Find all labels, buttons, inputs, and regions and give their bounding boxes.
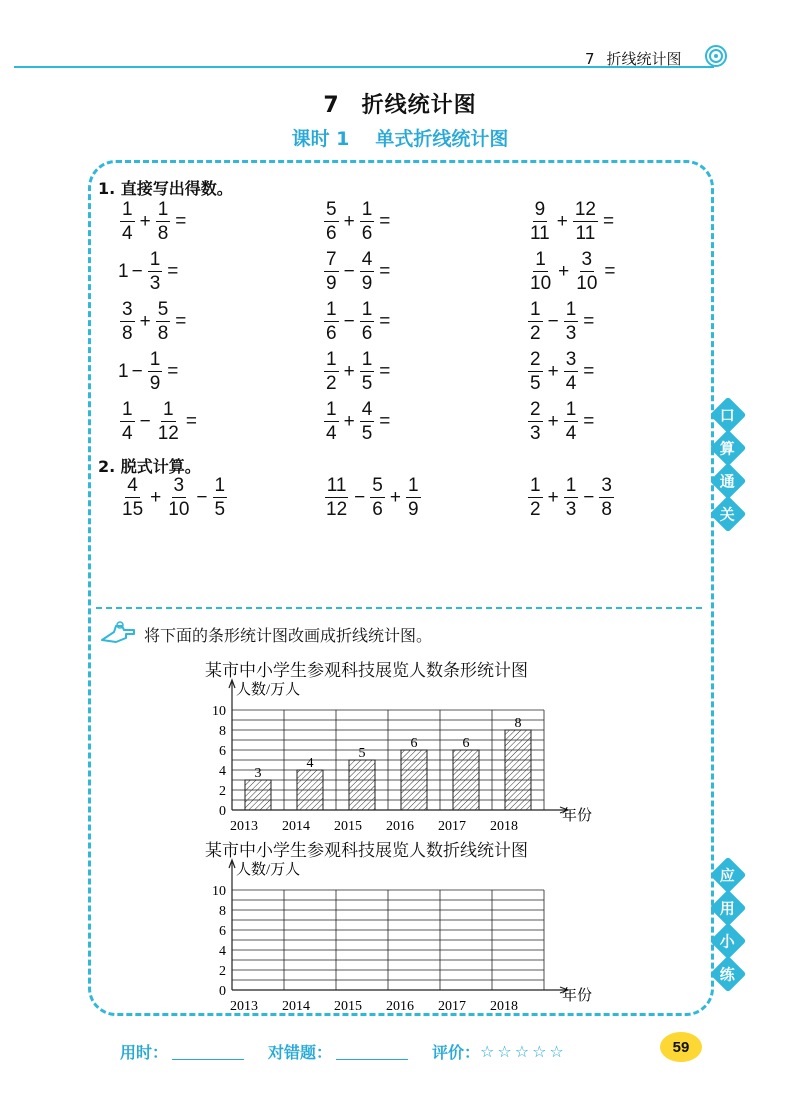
denominator: 8 xyxy=(157,323,169,344)
operator: + xyxy=(558,260,570,282)
numerator: 3 xyxy=(581,249,593,270)
numerator: 1 xyxy=(361,299,373,320)
math-expression xyxy=(322,350,393,393)
numerator: 4 xyxy=(361,249,373,270)
denominator: 5 xyxy=(214,499,226,520)
denominator: 8 xyxy=(601,499,612,520)
fraction xyxy=(324,400,339,443)
operator: = xyxy=(583,310,595,332)
footer: 用时： 对错题： 评价： ☆☆☆☆☆ xyxy=(120,1042,567,1062)
fraction xyxy=(528,350,543,393)
fraction xyxy=(148,350,163,393)
bar xyxy=(453,750,479,810)
operator: = xyxy=(583,360,595,382)
operator: = xyxy=(379,260,391,282)
fraction xyxy=(406,476,421,519)
fraction xyxy=(528,400,543,443)
denominator: 4 xyxy=(326,423,337,444)
operator: + xyxy=(343,410,355,432)
operator: − xyxy=(131,360,143,382)
bar xyxy=(505,730,531,810)
x-tick-label: 2018 xyxy=(490,999,518,1014)
bar-data-label: 4 xyxy=(306,756,314,771)
fraction xyxy=(156,200,171,243)
fraction xyxy=(120,200,135,243)
numerator: 1 xyxy=(122,399,133,420)
fraction xyxy=(324,200,339,243)
operator: − xyxy=(131,260,143,282)
bar-data-label: 6 xyxy=(462,736,470,751)
y-tick-label: 4 xyxy=(219,764,226,779)
y-tick-label: 6 xyxy=(219,744,226,759)
numerator: 1 xyxy=(565,475,577,496)
side-tab: 应 xyxy=(710,857,747,894)
operator: − xyxy=(196,486,208,508)
denominator: 11 xyxy=(575,223,596,244)
operator: = xyxy=(379,410,391,432)
denominator: 15 xyxy=(122,499,144,520)
x-tick-label: 2014 xyxy=(282,819,310,834)
fraction xyxy=(166,476,191,519)
y-tick-label: 2 xyxy=(219,784,226,799)
denominator: 10 xyxy=(530,273,552,294)
lesson-title: 课时 1 单式折线统计图 xyxy=(291,128,509,150)
operator: = xyxy=(379,360,391,382)
math-expression xyxy=(526,476,616,519)
x-tick-label: 2016 xyxy=(386,999,414,1014)
fraction xyxy=(564,300,579,343)
operator: = xyxy=(602,210,615,232)
x-tick-label: 2017 xyxy=(438,819,466,834)
math-expression xyxy=(118,250,181,293)
numerator: 11 xyxy=(326,475,347,496)
bar xyxy=(245,780,271,810)
fraction xyxy=(148,250,163,293)
side-tabs-app xyxy=(715,862,741,994)
numerator: 1 xyxy=(214,475,226,496)
fraction xyxy=(360,300,375,343)
numerator: 1 xyxy=(565,399,577,420)
denominator: 9 xyxy=(149,373,161,394)
side-tab: 口 xyxy=(710,397,747,434)
x-axis-label: 年份 xyxy=(562,988,593,1004)
fraction xyxy=(213,476,228,519)
bar xyxy=(297,770,323,810)
y-tick-label: 4 xyxy=(219,944,226,959)
denominator: 4 xyxy=(565,423,577,444)
y-tick-label: 10 xyxy=(212,704,226,719)
numerator: 7 xyxy=(326,249,337,270)
denominator: 6 xyxy=(361,323,373,344)
numerator: 3 xyxy=(173,475,185,496)
time-blank[interactable] xyxy=(172,1044,244,1060)
fraction xyxy=(324,350,339,393)
numerator: 12 xyxy=(574,199,596,220)
math-expression xyxy=(118,476,229,519)
side-tab: 用 xyxy=(710,890,747,927)
denominator: 2 xyxy=(326,373,337,394)
bar xyxy=(349,760,375,810)
x-tick-label: 2014 xyxy=(282,999,310,1014)
x-tick-label: 2016 xyxy=(386,819,414,834)
side-tab: 练 xyxy=(710,956,747,993)
denominator: 10 xyxy=(576,273,598,294)
running-header: 7 折线统计图 xyxy=(585,50,682,68)
chapter-title: 7 折线统计图 xyxy=(323,93,477,118)
denominator: 9 xyxy=(407,499,419,520)
operator: = xyxy=(175,210,187,232)
section-divider xyxy=(96,607,702,609)
denominator: 3 xyxy=(565,499,577,520)
math-expression xyxy=(322,200,393,243)
math-expression xyxy=(322,400,393,443)
whole-number: 1 xyxy=(118,260,129,282)
denominator: 3 xyxy=(149,273,161,294)
y-tick-label: 8 xyxy=(219,904,226,919)
numerator: 5 xyxy=(157,299,169,320)
fraction xyxy=(528,300,543,343)
operator: = xyxy=(379,210,391,232)
math-expression xyxy=(526,350,597,393)
x-tick-label: 2013 xyxy=(230,999,258,1014)
numerator: 1 xyxy=(162,399,174,420)
numerator: 5 xyxy=(326,199,337,220)
numerator: 1 xyxy=(157,199,169,220)
numerator: 1 xyxy=(530,299,541,320)
denominator: 8 xyxy=(122,323,133,344)
numerator: 3 xyxy=(601,475,612,496)
math-expression xyxy=(322,250,393,293)
math-expression xyxy=(118,400,200,443)
denominator: 3 xyxy=(530,423,541,444)
fraction xyxy=(564,400,579,443)
math-expression xyxy=(118,200,189,243)
fraction xyxy=(370,476,385,519)
side-tabs-oral xyxy=(715,402,741,534)
q1-title: 1. 直接写出得数。 xyxy=(98,179,233,198)
x-tick-label: 2018 xyxy=(490,819,518,834)
fraction xyxy=(573,200,598,243)
bar-data-label: 5 xyxy=(358,746,366,761)
fraction xyxy=(528,476,543,519)
rating-stars[interactable]: ☆☆☆☆☆ xyxy=(480,1042,567,1061)
y-tick-label: 8 xyxy=(219,724,226,739)
denominator: 4 xyxy=(565,373,577,394)
operator: + xyxy=(150,486,162,508)
denominator: 6 xyxy=(326,223,337,244)
math-expression xyxy=(526,200,617,243)
operator: + xyxy=(343,210,355,232)
fraction xyxy=(120,300,135,343)
operator: = xyxy=(167,360,179,382)
application-instruction: 将下面的条形统计图改画成折线统计图。 xyxy=(100,620,432,648)
fraction xyxy=(156,400,181,443)
fraction xyxy=(599,476,614,519)
y-tick-label: 0 xyxy=(219,984,226,999)
line-chart-grid xyxy=(190,856,610,1016)
fraction xyxy=(324,250,339,293)
operator: − xyxy=(343,310,355,332)
fraction xyxy=(360,250,375,293)
numerator: 1 xyxy=(149,349,161,370)
y-axis-label: 人数/万人 xyxy=(236,682,301,698)
fraction xyxy=(324,476,349,519)
numerator: 4 xyxy=(361,399,373,420)
numerator: 1 xyxy=(326,349,337,370)
numerator: 1 xyxy=(535,249,546,270)
math-expression xyxy=(322,300,393,343)
operator: + xyxy=(547,360,559,382)
side-tab: 算 xyxy=(710,430,747,467)
math-expression xyxy=(322,476,423,519)
y-tick-label: 6 xyxy=(219,924,226,939)
numerator: 2 xyxy=(530,349,541,370)
denominator: 4 xyxy=(122,223,133,244)
fraction xyxy=(564,476,579,519)
fraction xyxy=(360,200,375,243)
numerator: 4 xyxy=(127,475,138,496)
bar xyxy=(401,750,427,810)
numerator: 1 xyxy=(149,249,161,270)
pointing-hand-icon xyxy=(100,620,138,648)
operator: + xyxy=(389,486,401,508)
numerator: 3 xyxy=(565,349,577,370)
y-tick-label: 0 xyxy=(219,804,226,819)
side-tab: 关 xyxy=(710,496,747,533)
y-tick-label: 2 xyxy=(219,964,226,979)
fraction xyxy=(120,476,145,519)
numerator: 1 xyxy=(407,475,419,496)
numerator: 5 xyxy=(372,475,383,496)
side-tab: 小 xyxy=(710,923,747,960)
operator: + xyxy=(547,410,559,432)
denominator: 6 xyxy=(372,499,383,520)
numerator: 1 xyxy=(530,475,541,496)
line-chart-title: 某市中小学生参观科技展览人数折线统计图 xyxy=(205,841,528,860)
bar-data-label: 8 xyxy=(514,716,522,731)
denominator: 11 xyxy=(530,223,550,244)
x-tick-label: 2015 xyxy=(334,999,362,1014)
fraction xyxy=(528,200,552,243)
denominator: 2 xyxy=(530,323,541,344)
math-expression xyxy=(526,250,619,293)
operator: + xyxy=(139,210,151,232)
operator: − xyxy=(547,310,559,332)
numerator: 1 xyxy=(122,199,133,220)
x-tick-label: 2013 xyxy=(230,819,258,834)
y-tick-label: 10 xyxy=(212,884,226,899)
spiral-icon xyxy=(704,44,728,68)
y-axis-label: 人数/万人 xyxy=(236,862,301,878)
denominator: 6 xyxy=(361,223,373,244)
numerator: 9 xyxy=(534,199,546,220)
page-number: 59 xyxy=(660,1032,702,1062)
numerator: 2 xyxy=(530,399,541,420)
operator: = xyxy=(379,310,391,332)
numerator: 1 xyxy=(326,399,337,420)
fraction xyxy=(360,350,375,393)
fraction xyxy=(564,350,579,393)
bar-data-label: 3 xyxy=(254,766,262,781)
denominator: 12 xyxy=(326,499,348,520)
operator: = xyxy=(185,410,197,432)
fraction xyxy=(360,400,375,443)
operator: + xyxy=(547,486,559,508)
operator: − xyxy=(354,486,366,508)
operator: + xyxy=(556,210,568,232)
bar-chart xyxy=(190,676,610,836)
denominator: 12 xyxy=(157,423,179,444)
operator: = xyxy=(167,260,179,282)
x-tick-label: 2015 xyxy=(334,819,362,834)
fraction xyxy=(528,250,553,293)
numerator: 1 xyxy=(326,299,337,320)
x-tick-label: 2017 xyxy=(438,999,466,1014)
math-expression xyxy=(118,350,181,393)
denominator: 9 xyxy=(361,273,373,294)
whole-number: 1 xyxy=(118,360,129,382)
operator: − xyxy=(139,410,151,432)
numerator: 1 xyxy=(361,199,373,220)
operator: + xyxy=(139,310,151,332)
denominator: 5 xyxy=(361,373,373,394)
math-expression xyxy=(526,300,597,343)
denominator: 4 xyxy=(122,423,133,444)
numerator: 1 xyxy=(565,299,577,320)
denominator: 10 xyxy=(168,499,190,520)
side-tab: 通 xyxy=(710,463,747,500)
operator: = xyxy=(604,260,616,282)
fraction xyxy=(324,300,339,343)
denominator: 5 xyxy=(361,423,373,444)
operator: + xyxy=(343,360,355,382)
bar-data-label: 6 xyxy=(410,736,418,751)
operator: = xyxy=(583,410,595,432)
x-axis-label: 年份 xyxy=(562,808,593,824)
fraction xyxy=(156,300,171,343)
bar-chart-title: 某市中小学生参观科技展览人数条形统计图 xyxy=(205,661,528,680)
numerator: 3 xyxy=(122,299,133,320)
operator: = xyxy=(175,310,187,332)
denominator: 8 xyxy=(157,223,169,244)
numerator: 1 xyxy=(361,349,373,370)
operator: − xyxy=(583,486,595,508)
math-expression xyxy=(118,300,189,343)
errors-blank[interactable] xyxy=(336,1044,408,1060)
denominator: 5 xyxy=(530,373,541,394)
fraction xyxy=(574,250,599,293)
denominator: 3 xyxy=(565,323,577,344)
q2-title: 2. 脱式计算。 xyxy=(98,457,201,476)
denominator: 6 xyxy=(326,323,337,344)
math-expression xyxy=(526,400,597,443)
denominator: 9 xyxy=(326,273,337,294)
fraction xyxy=(120,400,135,443)
denominator: 2 xyxy=(530,499,541,520)
operator: − xyxy=(343,260,355,282)
